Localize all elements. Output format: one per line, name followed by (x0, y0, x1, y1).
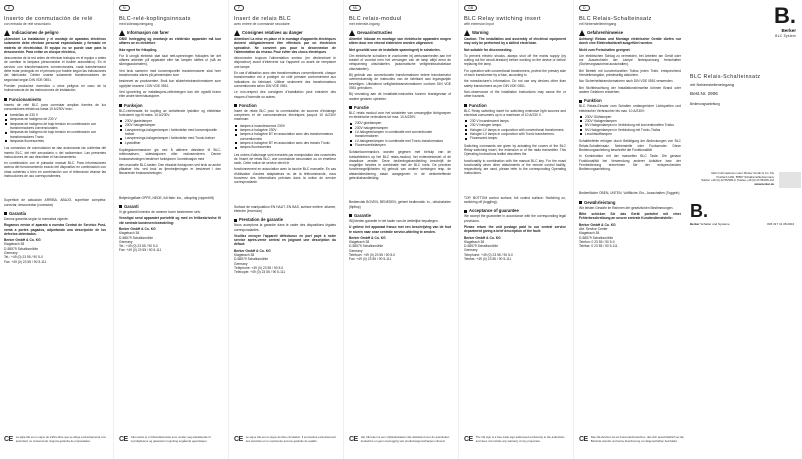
warning-heading: Consignes relatives au danger (234, 30, 340, 36)
bullet-square-icon (119, 205, 122, 208)
warning-triangle-icon (349, 30, 355, 36)
function-paragraph: Schaltbefehle erfolgen durch Betätigung der Abdeckungen von BLC Relais-Schalteinsatz, Nebenstelle oder Funksender. Diese Bedienungsanleitung beschreibt die Funktionalität (579, 139, 681, 152)
guarantee-instructions: Bitte schicken Sie das Gerät portofrei mit einer Fehlerbeschreibung an unsere zentrale Kundendienststelle: (579, 212, 681, 221)
manual-label: Bedienungsanleitung (690, 102, 720, 106)
guarantee-text: Wij bieden garantie in het kader van de wettelijke bepalingen. (349, 218, 439, 223)
address-line: Fax: +49 (0) 23 55 / 90 5-111 (119, 248, 162, 253)
website-link[interactable]: www.berker.de (754, 181, 774, 186)
warning-heading: Gefahrenhinweise (579, 30, 685, 36)
ce-mark-icon: CE (579, 436, 588, 443)
address-line: D-58579 Schalksmühle (579, 235, 614, 240)
list-item: 230 V incandescent lamps. (464, 119, 566, 123)
bullet-square-icon (349, 106, 352, 109)
address-line: Téléphone: +49 (0) 23 55 / 90 5-0 (234, 265, 284, 270)
control-surface-text: Surface de manipulation EN HAUT, EN BAS, surface entière: allumer, éteindre (inversion) (234, 204, 336, 213)
section-title: BLC Relais-Schalteinsatz (579, 16, 652, 22)
warning-paragraph: Bij gebruik van conventionele transformatoren iedere transformator overeenkomstig de instructies van de fabrikant aan ingangszijde beveiligen. Uitsluitend veiligheidstransformatoren conform DIN VDE 0551 gebruiken. (349, 73, 451, 90)
function-heading: Fonction (234, 103, 340, 108)
address-line: Germany (349, 248, 363, 253)
address-line: Klagebach 38 (234, 252, 255, 257)
list-item: 230V Halogenlampen (579, 119, 681, 123)
language-column-nl (345, 0, 455, 459)
warning-triangle-icon (579, 30, 585, 36)
list-item: NV-Halogenlampen in Verbindung mit Tronic-Trafos (579, 128, 681, 132)
list-item: LV-halogeenlampen in combinatie met Tronic-transformators (349, 139, 451, 143)
list-item: lámparas de halógeno de bajo tensión en combinación con transformadores Tronic (4, 130, 106, 139)
address-line: D-58579 Schalksmühle (349, 244, 384, 249)
address-line: Germany (4, 250, 18, 255)
ce-mark-icon: CE (464, 436, 473, 443)
section-subtitle: avec entrée de commande secodaire (234, 22, 290, 26)
lamp-type-list (464, 119, 566, 140)
warning-paragraph: To prevent electric shocks, always shut off the mains supply (by cutting out the circuit-breaker) before working on the device or before replacing the lamp. (464, 53, 566, 67)
ce-notice: CE Het CE teken is een vrijhandelsteken dat uitsluitend voor de autoriteiten bedoeld is en geen toezegging van productseigenschappen inhoudt. (349, 435, 450, 443)
address-line: D-58579 Schalksmühle (234, 257, 269, 262)
warning-triangle-icon (464, 30, 470, 36)
company-address (579, 223, 681, 249)
warning-heading: Gevaarinstructies (349, 30, 455, 36)
cover-footer (690, 222, 802, 226)
address-line: Klagebach 38 (349, 240, 370, 245)
address-line: Abt. Service Center (579, 226, 608, 231)
guarantee-text: Wir leisten Gewähr im Rahmen der gesetzlichen Bestimmungen. (579, 205, 674, 210)
bullet-square-icon (4, 98, 7, 101)
bullet-square-icon (579, 100, 582, 103)
ce-notice: CE CE-merket er et frihandelsmerke som vender seg utelukkende til myndighetene og garanterer ingenting angående egenskaper. (119, 435, 211, 443)
bullet-square-icon (234, 104, 237, 107)
address-line: Telefax: +49 (0) 23 55 / 90 5-111 (464, 256, 512, 261)
language-column-gb (460, 0, 570, 459)
address-line: D-58579 Schalksmühle (119, 235, 154, 240)
gray-block (779, 172, 801, 188)
address-line: Tel.: +49 (0) 23 55 / 90 5-0 (119, 244, 158, 249)
ce-notice: CE Das CE-Zeichen ist ein Freiverkehrszeichen, das sich ausschließlich an die Behörde wendet und keine Zusicherung von Eigenschaften beinhaltet. (579, 435, 684, 443)
language-column-d (575, 0, 685, 459)
company-address (4, 238, 106, 264)
address-line: Berker GmbH & Co. KG (4, 238, 41, 243)
function-paragraph: den manuelle BLC-tasten. Den eksakte funksjonen ved bruk av andre påsatser hhv. ved bruk av fjernbetjeningen er beskrevet i den tilsvarende bruksanvisningen. (119, 162, 221, 176)
language-badge: N (119, 5, 130, 11)
section-title: BLC-relé-koplingsinnsats (119, 16, 191, 22)
function-paragraph: functionality in combination with the manual BLC key. For the exact functionality when other attachments or the remote control facility, respectively, are used, please refer to the corresponding Operating Instructions. (464, 158, 566, 176)
warning-paragraph: Um elektrischen Schlag zu vermeiden, bei Arbeiten am Gerät oder vor Auswechseln der Lampe Netzspannung freischalten (Sicherungsautomat ausschalten). (579, 53, 681, 67)
language-column-f (230, 0, 340, 459)
bullet-square-icon (464, 104, 467, 107)
section-subtitle: met extensie-ingang (349, 22, 380, 26)
warning-paragraph: Ved ignorering av installasjons-veiledningen kan det oppstå brann eller andre farer/situasjoner. (119, 89, 221, 99)
function-intro: BLC Relais-Einsatz zum Schalten umfangreicher Lichtquellen und elektrischer Verbraucher bis max. 10 A/230V: (579, 104, 681, 113)
section-subtitle: with extension input (464, 22, 494, 26)
guarantee-text: We accept the guarantee in accordance with the corresponding legal provisions. (464, 214, 566, 223)
bullet-square-icon (234, 219, 237, 222)
contact-info (690, 172, 774, 186)
guarantee-heading: Garanti (119, 204, 225, 209)
product-title: BLC Relais-Schalteinsatz (690, 74, 761, 80)
warning-triangle-icon (4, 30, 10, 36)
function-intro: Insert de relais BLC pour la commutation de sources d'éclairage complexes et de consommateurs électriques jusqu'à 10 A/230V maximum: (234, 108, 336, 122)
column-divider (113, 0, 114, 459)
function-paragraph: Los comandos de conmutación se dan accionando las cubiertas del inserto BLC, del relé secundario o del radioemisor. Las presentes instrucciones de uso describen el funcionamiento (4, 146, 106, 159)
language-badge: E (4, 5, 14, 11)
warning-paragraph: Ikke egnet for frikopling. (119, 47, 158, 52)
list-item: bombillas de 230 V (4, 113, 106, 117)
section-subtitle: mit Nebenstelleneingang (579, 22, 617, 26)
address-line: Télécopie: +49 (0) 23 55 / 90 5-111 (234, 270, 286, 275)
warning-paragraph: Nur Sicherheitstransformatoren nach DIN VDE 0551 verwenden. (579, 79, 674, 84)
list-item: 230V halogenlamper (119, 123, 221, 127)
warning-heading: Informasjon om farer (119, 30, 225, 36)
column-divider (343, 0, 344, 459)
guarantee-heading: Prestation de garantie (234, 217, 340, 222)
warning-triangle-icon (119, 30, 125, 36)
list-item: Lavspennings-halogenlamper i forbindelse med Tronic-trafoer (119, 136, 221, 140)
section-subtitle: con entrada de relé secundario (4, 22, 51, 26)
list-item: 230V Glühlampen (579, 115, 681, 119)
language-badge: NL (349, 5, 361, 11)
list-item: lampes à halogène 230V (234, 128, 336, 132)
function-paragraph: Schakelcommando's worden gegeven met behulp van de toetsafdekken op het BLC relais-moduul, het extensietoestel of de draadloze zender. Deze bedieningshandleiding beschrijft de mogelijke functies in combinatie met de BLC toets. De precieze functiemogelijkheden bij gebruik van andere toetsingen resp. de afstandsbediening staan aangegeven in de desbetreffende gebruikshandleiding. (349, 150, 451, 181)
control-surface-text: TOP, BOTTOM control surface, full control surface: Switching on, switching off (toggling). (464, 195, 566, 205)
list-item: Halogen LV lamps in conjunction with Tronic transformers. (464, 132, 566, 136)
warning-paragraph: Caution: The installation and assembly of electrical equipment may only be performed by a skilled electrician. (464, 37, 566, 46)
function-heading: Funksjon (119, 103, 225, 108)
footer-brand: Berker (690, 222, 700, 226)
list-item: lampes fluorescentes (234, 145, 336, 149)
address-line: Klagebach 38 (579, 231, 600, 236)
function-paragraph: in Kombination mit der manuellen BLC Taste. Die genaue Funktionalität bei Verwendung anderer Aufsätze bzw. der Fernbedienung entnehmen Sie der entsprechenden Bedienungsanleitung. (579, 154, 681, 172)
lamp-type-list (349, 121, 451, 147)
warning-paragraph: OBS! Innlegging og montasje av elektriske apparater må kun utføres av en elektriker. (119, 37, 221, 46)
warning-heading: Warning (464, 30, 570, 36)
address-line: D-58579 Schalksmühle (464, 244, 499, 249)
company-address (349, 236, 451, 262)
column-divider (458, 0, 459, 459)
function-paragraph: fonctionnement en association avec la touche BLC manuelle. En cas d'utilisation d'autres adaptateurs ou de la télécommande, vous trouverez des informations précises dans la notice de service correspondante. (234, 167, 336, 185)
warning-paragraph: Pueden producirse incendios u otros peligros en caso de la inobservancia de las instrucciones de instalación. (4, 83, 106, 93)
language-badge: D (579, 5, 590, 11)
list-item: 230 V halogen lamps. (464, 123, 566, 127)
list-item: LV-halogeenlampen in combinatie met conventionele transformatoren (349, 130, 451, 139)
list-item: Fluorescent lamps. (464, 136, 566, 140)
function-intro: BLC-reléinnsats for kopling av omfattende lyskilder og elektriske forbrukere opp til maks. 10 A/230V. (119, 108, 221, 117)
function-intro: Inserto de relé BLC para conmutar amplias fuentes de luz consumidores eléctricos hasta 10 A/230V máx.: (4, 102, 106, 111)
function-intro: BLC relais moduul voor het schakelen van omvangrijke lichtgroepen en elektrische verbruikers tot max. 10 A/230V. (349, 110, 451, 120)
guarantee-instructions: U gelieve het apparaat franco met een beschrijving van de fout te sturen naar onze centrale service-afdeling te zenden. (349, 225, 451, 234)
list-item: lampes à halogène BT en association avec des transfo Tronic (234, 141, 336, 145)
guarantee-heading: Gewährleistung (579, 200, 685, 205)
list-item: Lysstoffrør (119, 141, 221, 145)
address-line: Telephone: +49 (0) 23 55 / 90 5-0 (464, 252, 513, 257)
ce-mark-icon: CE (4, 436, 13, 443)
address-line: Fax: +49 (0) 23 55 / 90 5-111 (4, 259, 47, 264)
list-item: 230V halogeenlampen (349, 126, 451, 130)
warning-paragraph: déconnecter toujours l'alimentation secteur (en déclenchant le disjoncteur) avant d'intervenir sur l'appareil ou avant de remplacer une lampe. (234, 56, 336, 69)
warning-paragraph: Bei Nichtbeachtung der Installationshinweise können Brand oder andere Gefahren entstehen. (579, 85, 681, 94)
guarantee-heading: Acceptance of guarantee (464, 208, 570, 213)
company-address (464, 236, 566, 262)
address-line: Tel.: +49 (0) 23 55 / 90 5-0 (4, 255, 43, 260)
list-item: Leuchtstofflampen (579, 132, 681, 136)
guarantee-instructions: Please return the unit postage paid to our central service department giving a brief description of the fault: (464, 224, 566, 234)
address-line: Berker GmbH & Co. KG (119, 226, 156, 231)
guarantee-instructions: Vennligst send apparatet portofritt og med en feilbeskrivelse til vår sentrale kundeserviceavdeling: (119, 216, 221, 225)
list-item: lampes à incandescence 230V (234, 124, 336, 128)
address-line: Fax: +49 (0) 23 55 / 90 5-111 (349, 257, 392, 262)
order-number: Best.Nr. 2906 (690, 91, 718, 96)
section-title: BLC relais-moduul (349, 16, 402, 22)
list-item: lámparas fluorescentes (4, 139, 106, 143)
warning-paragraph: For operation with conventional transformers, protect the primary side of each transformer by a fuse, according to (464, 68, 566, 78)
guarantee-heading: Garantie (349, 213, 455, 218)
lamp-type-list (4, 113, 106, 143)
address-line: Berker GmbH & Co. KG (234, 248, 271, 253)
guarantee-heading: Garantía (4, 211, 110, 216)
control-surface-text: Bedienfläche OBEN, UNTEN, Vollfläche: Ein-, Ausschalten (Toggeln) (579, 191, 680, 196)
warning-paragraph: Bei Betrieb mit konventionellen Trafos jeden Trafo, entsprechend Herstellerangabe, primärseitig absichern. (579, 68, 681, 78)
company-address (234, 249, 336, 275)
bullet-square-icon (579, 201, 582, 204)
info-line: Postfach 1160, 58567 Schalksmühle/Germany (716, 174, 774, 179)
function-heading: Funktion (579, 98, 685, 103)
column-divider (228, 0, 229, 459)
warning-triangle-icon (234, 30, 240, 36)
list-item: 230V gloeilampen (349, 121, 451, 125)
berker-logo-small: B. (690, 201, 708, 221)
function-paragraph: Switching commands are given by actuating the covers of the BLC Relay switching insert, the extension or of the radio transmitter. This Operating Instructions leaflet describes the (464, 143, 566, 157)
function-heading: Funcionamiento (4, 97, 110, 102)
cover-panel (687, 0, 802, 459)
guarantee-text: Damos garantía según la normativa vigente. (4, 216, 69, 221)
warning-paragraph: Nicht zum Freischalten geeignet. (579, 47, 631, 52)
address-line: Berker GmbH & Co. KG (464, 235, 501, 240)
system-label: BLC System (775, 34, 796, 38)
lamp-type-list (119, 119, 221, 145)
guarantee-instructions: Veuillez envoyer l'appareil défectueux en port payé à notre service après-vente central en joignant une description du défaut: (234, 233, 336, 247)
address-line: Klagebach 38 (119, 231, 140, 236)
ce-mark-icon: CE (119, 436, 128, 443)
function-heading: Functie (349, 105, 455, 110)
warning-paragraph: Attention! La mise en place et le montage d'appareils électriques doivent obligatoirement être effectués par un électricien spécialisé. Ne convient pas pour la déconnexion de l'alimentation du réseau. Pour éviter des chocs électriques (234, 37, 336, 54)
warning-paragraph: Non-observance of the installation instructions may cause fire or other hazards. (464, 89, 566, 99)
address-line: Telefax: 0 23 55 / 90 5-111 (579, 244, 618, 249)
list-item: lámparas de halógeno de 230 V (4, 117, 106, 121)
address-line: Germany (119, 239, 133, 244)
list-item: Halogen LV lamps in conjunction with conventional transformers. (464, 128, 566, 132)
ce-mark-icon: CE (234, 436, 243, 443)
function-heading: Function (464, 103, 570, 108)
language-column-e (0, 0, 110, 459)
list-item: 230V glødelamper (119, 119, 221, 123)
address-line: Berker GmbH & Co. KG (579, 222, 616, 227)
control-surface-text: Bedienvlak BOVEN, BENEDEN, geheel bedienvlak: in-, uitschakelen (flipflop) (349, 200, 451, 209)
warning-paragraph: Ved bruk sammen med konvensjonelle transformatorer skal hver transformator sikres på primærsiden som (119, 68, 221, 78)
bullet-square-icon (4, 212, 7, 215)
bullet-square-icon (349, 214, 352, 217)
list-item: lampes à halogène BT en association avec des transformateurs conventionnels (234, 132, 336, 141)
ce-notice: CE La sigla CE es un signo de tráfico libre que se dirige exclusivamente a la autoridad, no conteniendo ninguna garantía de propiedades. (4, 435, 106, 443)
list-item: lámparas de halógeno de bajo tensión en combinación con transformadores convencionales (4, 122, 106, 131)
bullet-square-icon (119, 104, 122, 107)
bullet-square-icon (464, 210, 467, 213)
warning-paragraph: desconectar de la red antes de efectuar trabajos en el equipo o antes de cambiar la lámpara (desconectar el fusible automático). En el servicio con transformadores convencionales, cada transformador debe estar protegido en el primario por fusible según las indicaciones del fabricante. Deben usarse solamente transformadores de seguridad según DIN VDE 0551. (4, 56, 106, 82)
address-line: Klagebach 38 (464, 239, 485, 244)
function-paragraph: Les ordres d'allumage sont exécutés par manipulation des couvercles de l'insert de relais BLC, une commande secondaire ou un émetteur radio. Cette notice de service décrit le (234, 152, 336, 166)
list-item: NV-Halogenlampen in Verbindung mit konventionellen Trafos (579, 123, 681, 127)
guarantee-text: Vi gir garanti innenfor de rammer loven bestemmer selv. (119, 210, 201, 215)
language-badge: GB (464, 5, 477, 11)
section-title: Inserto de conmutación de relé (4, 16, 93, 22)
document-code: 826 317 31 08.2004 (767, 222, 794, 226)
lamp-type-list (234, 124, 336, 150)
function-paragraph: en combinación con el pulsador manual BLC. Para informaciones acerca del funcionamiento exacto del dispositivo en combinación con otras cubiertas o bien en combinación con el telemando véanse las instrucciones de uso correspondientes. (4, 161, 106, 179)
address-line: Berker GmbH & Co. KG (349, 235, 386, 240)
info-line: Mehr Informationen unter: Berker GmbH & Co. KG (711, 171, 774, 175)
ce-mark-icon: CE (349, 436, 358, 443)
control-surface-text: Superficie de actuación ARRIBA, ABAJO, superficie completa: conectar, desconectar (conmutar) (4, 198, 106, 207)
list-item: Fluorescentielampen (349, 143, 451, 147)
footer-tagline: Schalter und Systeme (700, 222, 730, 226)
warning-paragraph: Achtung! Einbau und Montage elektrischer Geräte dürfen nur durch eine Elektrofachkraft ausgeführt werden. (579, 37, 681, 46)
list-item: Lavspennings-halogenlamper i forbindelse med konvensjonelle trafoer (119, 128, 221, 137)
section-title: BLC Relay switching insert (464, 16, 541, 22)
address-line: Germany (464, 248, 478, 253)
warning-paragraph: beskrevet av produsenten. Bruk kun sikkerhetstransformatorer som oppfyller kravene i DIN VDE 0551. (119, 79, 221, 88)
guarantee-instructions: Rogamos enviar el aparato a nuestra Central de Servicio Post-venta a portes pagados, adjuntando una descripción de los defectos detectados. (4, 223, 106, 236)
warning-paragraph: the manufacturer's information. Do not use any devices other than safety transformers as per DIN VDE 0551. (464, 79, 566, 88)
info-line: Telefon +49 (0) 23 55/905-0, Telefax +49 (0) 23 55/905-111 (701, 178, 774, 183)
warning-paragraph: ¡Atención! La instalación y el montaje de aparatos eléctricos solamente debe efectuar personal especializado y formado en materia de electricidad. El equipo no se puede usar para la desconexión. Para evitar un choque eléctrico, (4, 37, 106, 54)
address-line: Telefon: 0 23 55 / 90 5-0 (579, 239, 615, 244)
warning-paragraph: En cas d'utilisation avec des transformateurs conventionnels, chaque transformateur est à protéger du côté primaire conformément aux indications du fabricant. Utiliser seulement des transformateurs conventionnels selon DIN VDE 0551. (234, 71, 336, 88)
warning-paragraph: Niet geschikt voor de installatie spanningvrij te schakelen. (349, 47, 441, 52)
address-line: Telefoon: +49 (0) 23 55 / 90 5-0 (349, 252, 396, 257)
warning-paragraph: Attentie! Inbouw en montage van elektrische apparaten mogen alleen door een erkend elektricien worden uitgevoerd. (349, 37, 451, 46)
warning-paragraph: Not suitable for disconnecting. (464, 47, 513, 52)
berker-logo: B. (774, 3, 796, 28)
company-address (119, 227, 221, 253)
guarantee-text: Nous acceptons la garantie dans le cadre des dispositions légales correspondantes. (234, 223, 336, 232)
warning-paragraph: Le non-respect des consignes d'installation peut entraîner des risques d'incendie ou autres. (234, 90, 336, 99)
warning-paragraph: Om elektrische schokken te voorkomen bij werkzaamheden aan het toestel of voordat men het vervangen van de lamp altijd eerst de netspanning uitschakelen. (automatische veiligheidsschakelaar uitschakelen). (349, 53, 451, 71)
ce-notice: CE Le signe CE est un signe de libre circulation. Il est destiné exclusivement aux autorités et ne représente aucune garantie de qualité. (234, 435, 336, 443)
section-subtitle: med sidetasjonimgang (119, 22, 153, 26)
warning-heading: Indicaciones de peligro (4, 30, 110, 36)
warning-paragraph: For å unngå elektrisk støt skal nett-spenningen frakoples før det utføres arbeider på apparatet eller før lampen skiftes ut (slå av sikringsautomaten). (119, 53, 221, 67)
column-divider (573, 0, 574, 459)
lamp-type-list (579, 115, 681, 136)
address-line: D-58579 Schalksmühle (4, 246, 39, 251)
warning-paragraph: Bij verzaking aan de installatie-instructies kunnen brandgevaar of andere gevaren optreden. (349, 92, 451, 101)
function-paragraph: Koplingskommandoer gis ved å aktivere dekslene til BLC-reléinnsatsen, sidestasjonen eller radiosenderen. Denne bruksanvisningen beskriver funksjonen i kombinasjon med (119, 147, 221, 161)
address-line: Germany (234, 261, 248, 266)
control-surface-text: Betjeningsflate OPPE, NEDE, full flate: inn-, utkopling (vippedrift) (119, 195, 214, 200)
product-subtitle: mit Nebenstelleneingang (690, 82, 735, 87)
ce-notice: CE The CE sign is a free trade sign addressed exclusively to the authorities and does not include any warranty of any properties. (464, 435, 565, 443)
function-intro: BLC Relay switching insert for switching extensive light sources and electrical consumers up to a maximum of 10 A/230 V. (464, 108, 566, 117)
language-column-n (115, 0, 225, 459)
language-badge: F (234, 5, 244, 11)
brand-name: Berker (781, 28, 796, 33)
section-title: Insert de relais BLC (234, 16, 292, 22)
address-line: Klagebach 38 (4, 242, 25, 247)
